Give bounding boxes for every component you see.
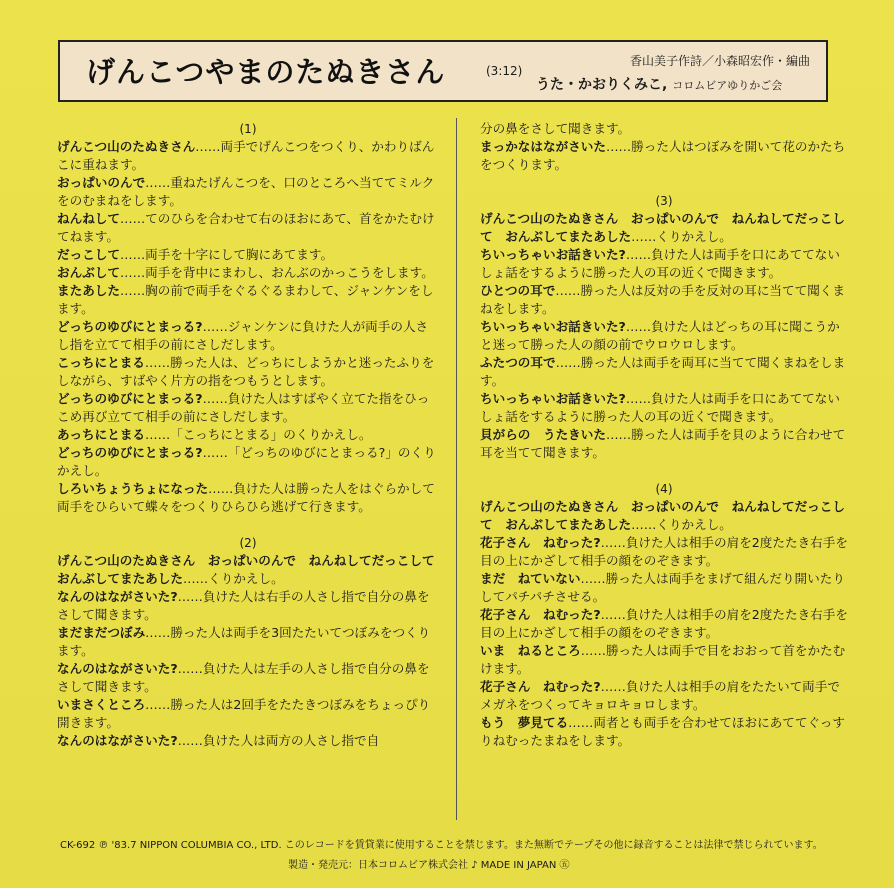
section-gap [480,462,848,480]
section-number: (3) [655,194,673,208]
lyric-instruction [480,354,848,390]
action-description: ……てのひらを合わせて右のほおにあて、首をかたむけてねます。 [57,211,435,244]
action-description: ……負けた人はどっちの耳に聞こうかと迷って勝った人の顔の前でウロウロします。 [480,319,840,352]
lyric-phrase: いま ねるところ [480,643,581,658]
lyric-phrase: おっぱいのんで [57,175,146,190]
action-description: ……両手を十字にして胸にあてます。 [119,247,334,262]
lyric-instruction [57,174,439,210]
lyric-instruction [480,282,848,318]
action-description: ……負けた人はすばやく立てた指をひっこめ再び立てて相手の前にさしだします。 [57,391,430,424]
section-gap [480,174,848,192]
action-description: ……「こっちにとまる」のくりかえし。 [145,427,372,442]
lyric-instruction [480,390,848,426]
lyric-instruction [57,444,439,480]
lyric-phrase: どっちのゆびにとまっる? [57,445,203,460]
lyric-phrase: どっちのゆびにとまっる? [57,391,203,406]
copyright-notice: CK-692 ℗ '83.7 NIPPON COLUMBIA CO., LTD. このレコードを賃貸業に使用することを禁じます。また無断でテープその他に録音することは法律で禁じられています。 [60,840,823,851]
action-description: ……負けた人は左手の人さし指で自分の鼻をさして聞きます。 [57,661,430,694]
lyric-instruction [57,138,439,174]
lyric-instruction [480,426,848,462]
lyric-phrase: ねんねして [57,211,120,226]
lyric-phrase: だっこして [57,247,120,262]
manufacturer-line: 製造・発売元：日本コロムビア株式会社 ♪ MADE IN JAPAN ㊄ [288,860,570,871]
lyric-instruction [57,480,439,516]
action-description: ……重ねたげんこつを、口のところへ当ててミルクをのむまねをします。 [57,175,435,208]
lyric-phrase: ちいっちゃいお話きいた? [480,247,626,262]
lyric-phrase: 花子さん ねむった? [480,607,601,622]
action-description: ……負けた人は両手を口にあててないしょ話をするように勝った人の耳の近くで聞きます。 [480,247,840,280]
section-number: (1) [239,122,257,136]
action-description: ……勝った人は両手を貝のように合わせて耳を当てて聞きます。 [480,427,846,460]
section-number: (4) [655,482,673,496]
action-description: ……両者とも両手を合わせてほおにあててぐっすりねむったまねをします。 [480,715,845,748]
lyric-phrase: まっかなはながさいた [480,139,606,154]
lyric-instruction [57,210,439,246]
lyric-instruction [480,138,848,174]
action-description: ……勝った人はつぼみを開いて花のかたちをつくります。 [480,139,846,172]
lyric-instruction [480,210,848,246]
lyric-phrase: げんこつ山のたぬきさん おっぱいのんで ねんねしてだっこして おんぶしてまたあした [480,211,845,244]
singer-name: うた・かおりくみこ, [536,77,668,93]
lyric-phrase: 花子さん ねむった? [480,535,601,550]
action-description: ……負けた人は相手の肩を2度たたき右手を目の上にかざして相手の顔をのぞきます。 [480,607,848,640]
lyric-instruction [480,570,848,606]
lyric-instruction [480,606,848,642]
lyric-instruction [480,498,848,534]
action-description: ……勝った人は反対の手を反対の耳に当てて聞くまねをします。 [480,283,845,316]
action-description: ……負けた人は相手の肩をたたいて両手でメガネをつくってキョロキョロします。 [480,679,840,712]
lyric-phrase: またあした [57,283,120,298]
lyric-instruction [57,390,439,426]
lyric-instruction [57,246,439,264]
lyric-phrase: ちいっちゃいお話きいた? [480,319,626,334]
lyrics-column-right [480,120,848,750]
action-description: ……ジャンケンに負けた人が両手の人さし指を立てて相手の前にさしだします。 [57,319,429,352]
lyric-instruction [57,318,439,354]
action-description: ……負けた人は右手の人さし指で自分の鼻をさして聞きます。 [57,589,430,622]
action-description: ……くりかえし。 [631,517,732,532]
action-description: ……「どっちのゆびにとまっる?」のくりかえし。 [57,445,436,478]
action-description: ……両手を背中にまわし、おんぶのかっこうをします。 [119,265,434,280]
lyric-instruction [57,282,439,318]
lyric-phrase: なんのはながさいた? [57,589,178,604]
action-description: ……負けた人は両手を口にあててないしょ話をするように勝った人の耳の近くで聞きます。 [480,391,840,424]
song-duration: (3:12) [486,64,523,78]
lyric-phrase: ひとつの耳で [480,283,556,298]
lyric-phrase: げんこつ山のたぬきさん [57,139,196,154]
action-description: ……胸の前で両手をぐるぐるまわして、ジャンケンをします。 [57,283,434,316]
action-description: ……くりかえし。 [631,229,732,244]
lyric-phrase: おんぶして [57,265,120,280]
lyric-instruction [57,264,439,282]
lyric-phrase: まだまだつぼみ [57,625,146,640]
action-description: ……くりかえし。 [182,571,284,586]
action-description: ……勝った人は2回手をたたきつぼみをちょっぴり開きます。 [57,697,431,730]
lyric-instruction [57,660,439,696]
action-description: ……勝った人は両手をまげて組んだり開いたりしてパチパチさせる。 [480,571,845,604]
lyric-instruction [57,426,439,444]
lyric-phrase: しろいちょうちょになった [57,481,209,496]
action-description: ……負けた人は両方の人さし指で自 [177,733,380,748]
lyric-phrase: どっちのゆびにとまっる? [57,319,203,334]
action-description: ……負けた人は勝った人をはぐらかして両手をひらいて蝶々をつくりひらひら逃げて行きます。 [57,481,435,514]
lyric-phrase: こっちにとまる [57,355,145,370]
action-description: ……負けた人は相手の肩を2度たたき右手を目の上にかざして相手の顔をのぞきます。 [480,535,848,568]
lyric-instruction [57,354,439,390]
lyric-instruction [57,696,439,732]
lyric-phrase: なんのはながさいた? [57,733,178,748]
lyric-instruction [57,552,448,588]
lyric-instruction [480,120,848,138]
lyric-phrase: げんこつ山のたぬきさん おっぱいのんで ねんねしてだっこして おんぶしてまたあした [57,553,448,586]
action-description: ……勝った人は両手を両耳に当てて聞くまねをします。 [480,355,846,388]
lyric-instruction [57,588,439,624]
chorus-name: コロムビアゆりかご会 [672,79,783,92]
lyric-instruction [57,624,439,660]
composer-credit: 香山美子作詩／小森昭宏作・編曲 [630,54,811,68]
action-description: ……勝った人は両手を3回たたいてつぼみをつくります。 [57,625,431,658]
lyric-phrase: もう 夢見てる [480,715,569,730]
singer-credit [536,74,782,94]
lyric-phrase: 花子さん ねむった? [480,679,601,694]
lyric-phrase: いまさくところ [57,697,146,712]
lyric-instruction [57,732,439,750]
lyric-instruction [480,714,848,750]
section-gap [57,516,439,534]
action-description: ……勝った人は両手で目をおおって首をかたむけます。 [480,643,846,676]
action-description: ……勝った人は、どっちにしようかと迷ったふりをしながら、すばやく片方の指をつもうとします。 [57,355,435,388]
lyric-instruction [480,642,848,678]
lyric-instruction [480,246,848,282]
lyric-phrase: 貝がらの うたきいた [480,427,606,442]
lyric-phrase: ふたつの耳で [480,355,556,370]
title-box [58,40,828,102]
lyric-instruction [480,678,848,714]
lyric-instruction [480,318,848,354]
lyric-phrase: なんのはながさいた? [57,661,178,676]
lyric-instruction [480,534,848,570]
action-description: 分の鼻をさして聞きます。 [480,121,631,136]
lyrics-column-left [57,120,448,750]
lyric-phrase: まだ ねていない [480,571,581,586]
lyric-phrase: ちいっちゃいお話きいた? [480,391,626,406]
lyric-phrase: あっちにとまる [57,427,146,442]
song-title: げんこつやまのたぬきさん [86,55,446,89]
column-divider [456,118,457,820]
section-number: (2) [239,536,257,550]
lyric-phrase: げんこつ山のたぬきさん おっぱいのんで ねんねしてだっこして おんぶしてまたあした [480,499,845,532]
action-description: ……両手でげんこつをつくり、かわりばんこに重ねます。 [57,139,435,172]
